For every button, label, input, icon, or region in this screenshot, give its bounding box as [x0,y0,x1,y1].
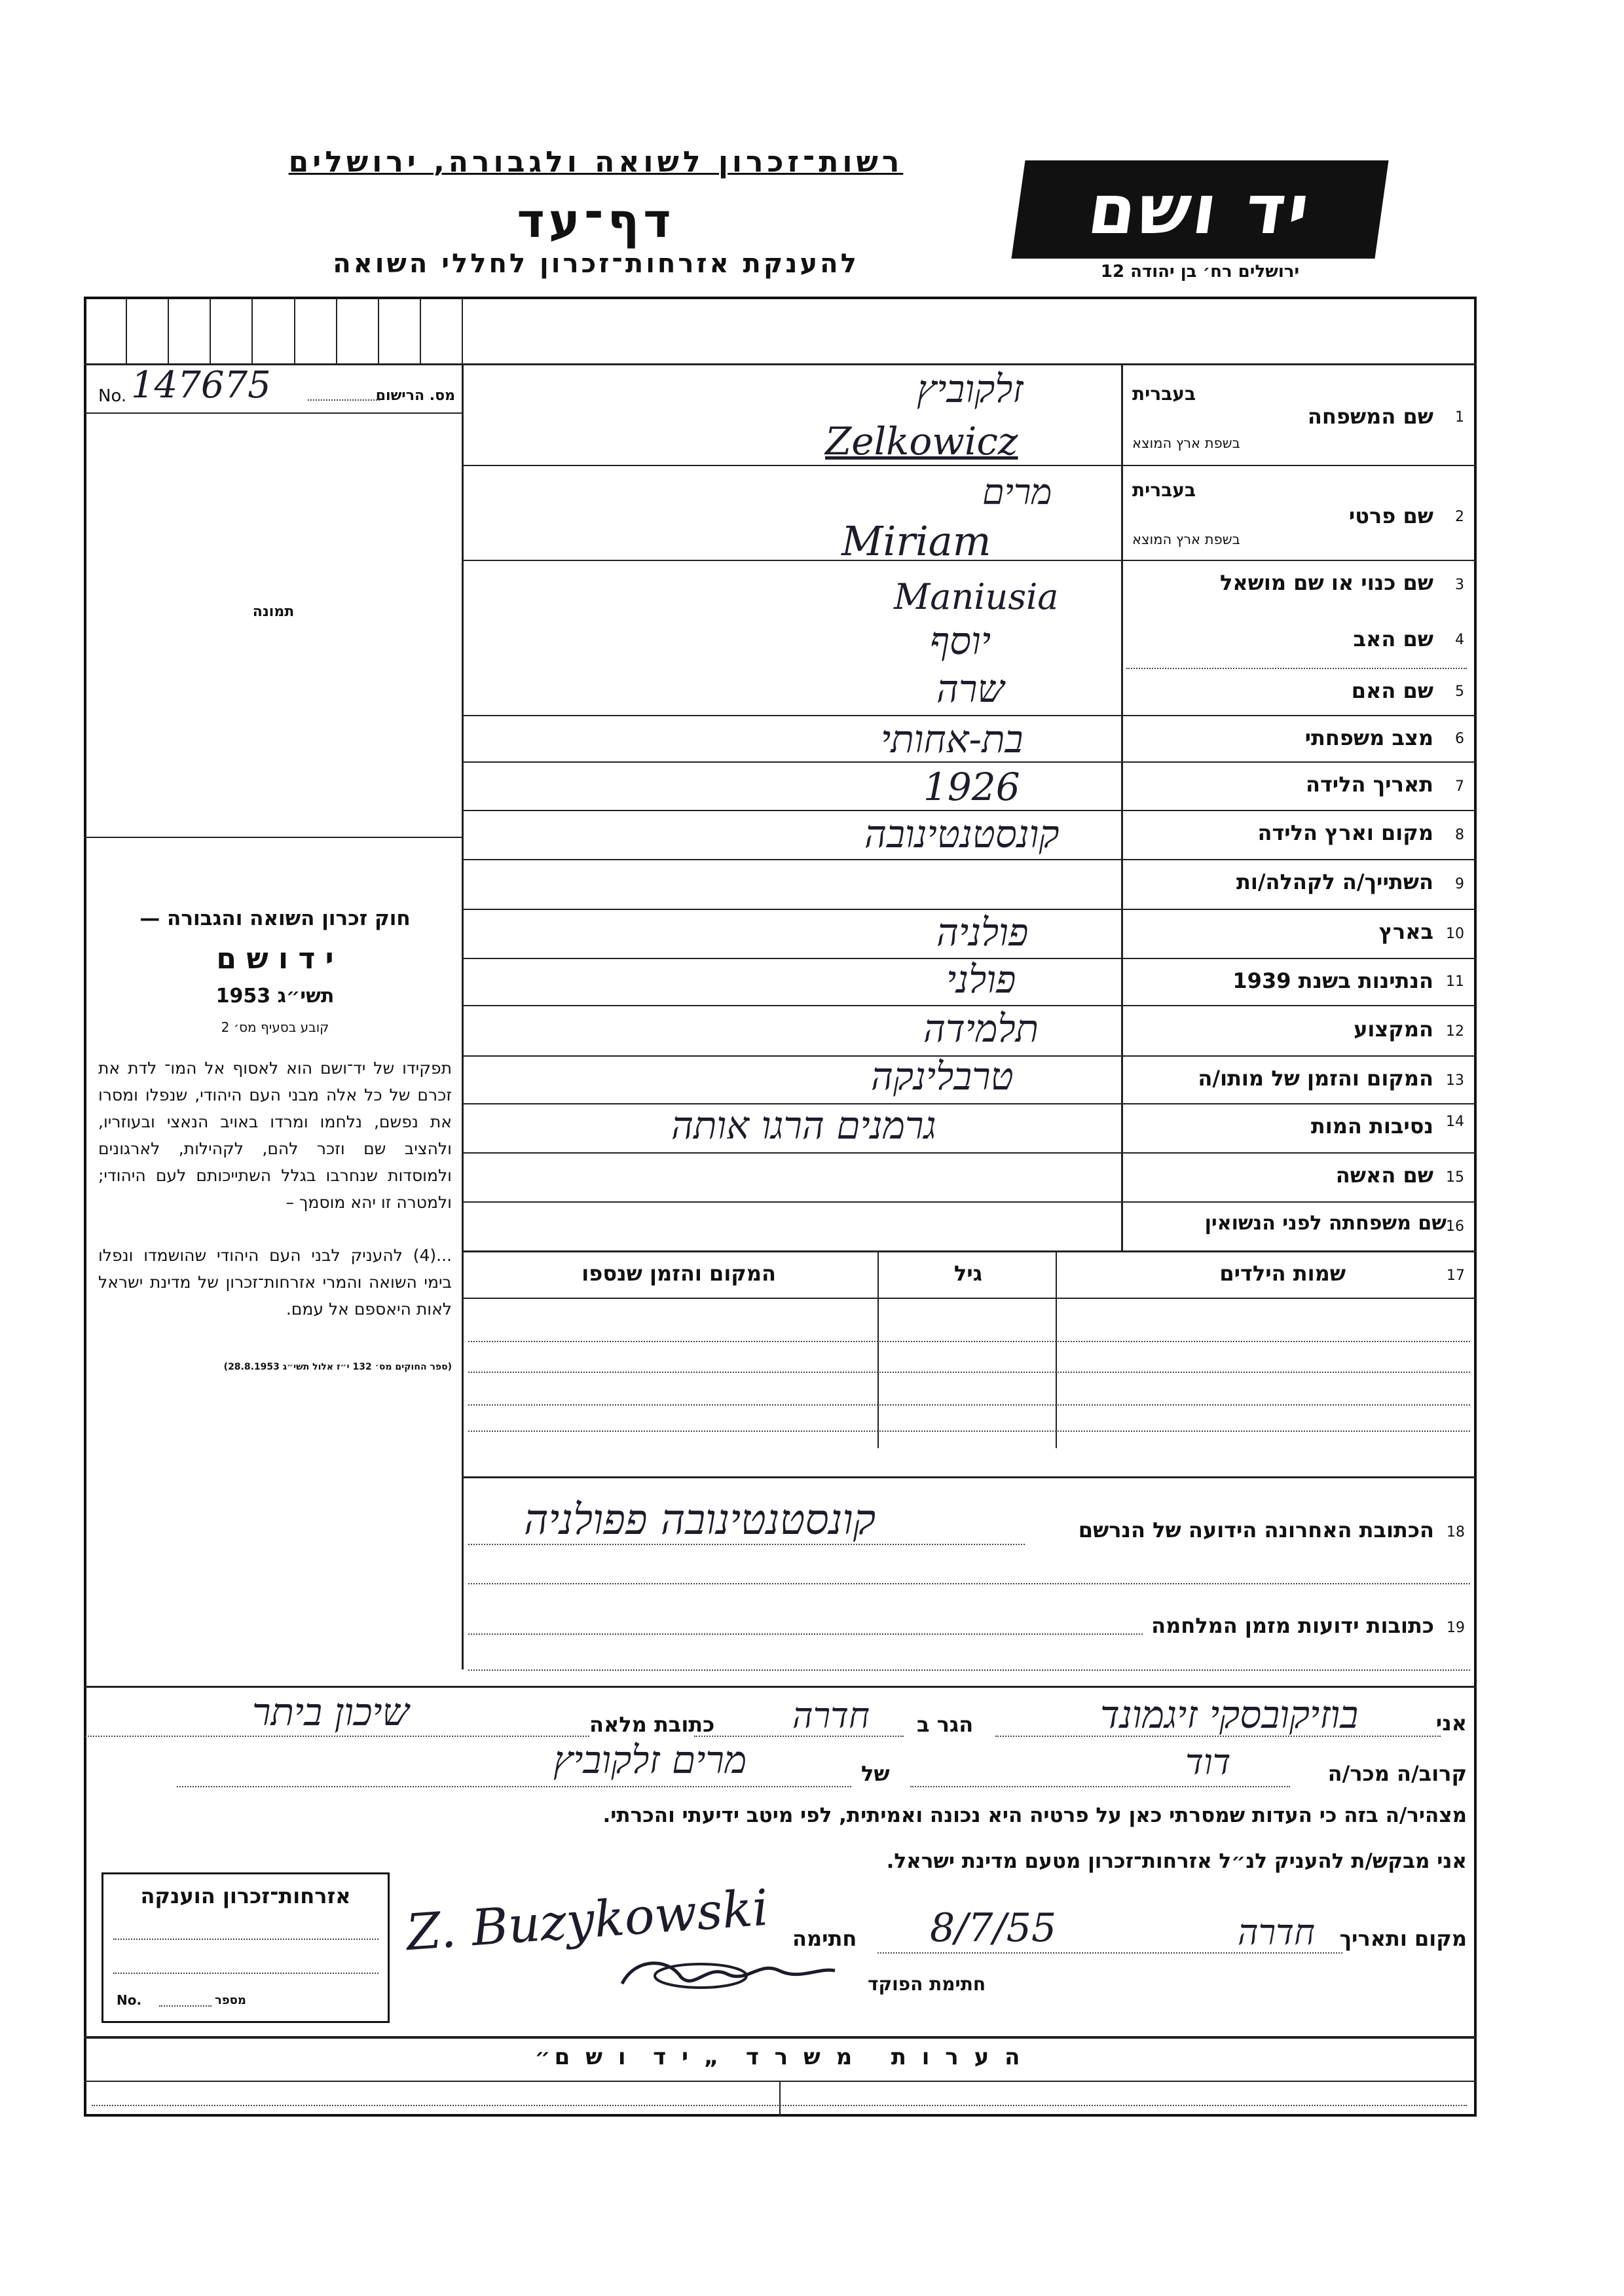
form-subtitle: להענקת אזרחות־זכרון לחללי השואה [333,249,859,279]
field-8-birth-place [1122,811,1476,859]
field-label: מקום וארץ הלידה [1257,820,1433,845]
field-number: 1 [1455,409,1464,426]
field-16-maiden-name [1122,1203,1476,1250]
children-col-age: גיל [953,1261,982,1286]
field-1-value-hebrew: זלקוביץ [917,367,1024,411]
field-5-value: שרה [936,666,1005,711]
field-label: המקום והזמן של מותו/ה [1198,1066,1433,1091]
citizenship-number-label: מספר [215,1994,246,2007]
field-number: 9 [1455,876,1464,892]
field-label: מצב משפחתי [1304,725,1433,750]
top-boxes [85,298,462,363]
clerk-label: חתימת הפוקד [868,1973,986,1995]
field-number: 7 [1455,778,1464,795]
place-date-label: מקום ותאריך [1339,1926,1467,1951]
field-number: 11 [1446,974,1464,990]
declarant-full-address: שיכון ביתר [252,1690,409,1734]
office-remarks-title: ה ע ר ו ת מ ש ר ד „ י ד ו ש ם״ [534,2044,1024,2070]
field-12-profession [1122,1006,1476,1055]
field-13-value: טרבלינקה [871,1054,1014,1099]
registration-prefix: No. [98,386,127,406]
law-title: חוק זכרון השואה והגבורה — [139,907,411,930]
field-number: 6 [1455,731,1464,747]
field-number: 19 [1447,1620,1465,1636]
citizenship-box-title: אזרחות־זכרון הוענקה [140,1884,351,1908]
registration-label: מס. הרישום [375,388,455,404]
field-3-nickname [1122,561,1476,610]
declaration-line-1 [85,1692,1467,1745]
photo-label: תמונה [252,604,295,620]
field-number: 18 [1447,1524,1465,1540]
field-number: 12 [1446,1023,1464,1040]
full-address-label: כתובת מלאה [589,1712,715,1737]
clerk-signature-mark [609,1951,845,1997]
field-2-first-name [1122,466,1476,560]
field-label: שם האם [1351,678,1433,703]
field-label: שם המשפחה [1307,404,1433,429]
field-label: הנתינות בשנת 1939 [1232,968,1433,993]
declarant-signature: Z. Buzykowski [404,1878,771,1962]
field-9-community [1122,860,1476,909]
field-7-birth-date [1122,763,1476,810]
declaration-line-2 [85,1738,1467,1794]
field-label: השתייך/ה לקהלה/ות [1236,869,1433,894]
place-value: חדרה [1238,1912,1315,1953]
declarant-name: בוזיקובסקי זיגמונד [1100,1692,1359,1737]
logo-address: ירושלים רח׳ בן יהודה 12 [1100,262,1300,282]
registration-row [98,364,455,407]
field-sub-hebrew: בעברית [1132,479,1196,501]
field-number: 10 [1446,926,1464,942]
yad-vashem-logo [1011,160,1388,259]
of-label: של [861,1761,890,1786]
field-label: שם פרטי [1348,503,1433,528]
declarant-city: חדרה [792,1695,870,1736]
law-org: י ד ו ש ם [216,942,334,975]
field-11-citizenship-1939 [1122,959,1476,1005]
clerk-signature-line [557,1964,1015,2003]
relation-value: דוד [1185,1741,1231,1783]
field-label: שם משפחתה לפני הנשואין [1204,1212,1447,1235]
field-3-value: Maniusia [894,576,1059,617]
field-19-war-addresses [1048,1597,1477,1643]
citizenship-granted-box [101,1872,390,2023]
field-2-value-hebrew: מרים [982,471,1052,513]
field-10-country [1122,910,1476,958]
law-year: תשי״ג 1953 [215,985,335,1008]
field-18-last-address [1022,1506,1477,1552]
field-number: 3 [1455,577,1464,593]
field-number: 4 [1455,632,1464,648]
children-col-place: המקום והזמן שנספו [581,1261,776,1286]
date-value: 8/7/55 [930,1905,1057,1951]
field-13-death-place [1122,1057,1476,1103]
field-1-value-latin: Zelkowicz [825,419,1018,464]
field-number: 8 [1455,827,1464,843]
field-label: שם כנוי או שם מושאל [1219,570,1433,595]
field-label: המקצוע [1354,1017,1433,1042]
declaration-ani: אני [1435,1711,1467,1736]
law-excerpt [98,907,452,1372]
signature-label: חתימה [792,1926,857,1951]
authority-line: רשות־זכרון לשואה ולגבורה, ירושלים [288,145,904,179]
field-label: כתובות ידועות מזמן המלחמה [1151,1613,1434,1638]
field-number: 17 [1447,1267,1465,1284]
citizenship-number-prefix: No. [117,1992,142,2008]
field-sub-hebrew: בעברית [1132,383,1196,405]
field-6-family-status [1122,716,1476,761]
field-4-father [1122,612,1476,668]
children-col-names: שמות הילדים [1219,1261,1346,1286]
law-clause: קובע בסעיף מס׳ 2 [221,1019,329,1035]
field-6-value: בת-אחותי [881,717,1024,761]
field-label: תאריך הלידה [1305,772,1433,797]
field-4-value: יוסף [930,619,991,663]
photo-area [85,414,462,836]
field-5-mother [1122,669,1476,715]
law-reference: (ספר החוקים מס׳ 132 י״ז אלול תשי״ג 28.8.1953) [223,1362,452,1372]
law-text-2: ...(4) להעניק לבני העם היהודי שהושמדו ונפלו בימי השואה והמרי אזרחות־זכרון של מדינת ישראל לאות היאספם אל עמם. [98,1246,452,1319]
field-label: נסיבות המות [1310,1114,1433,1139]
field-14-death-circumstances [1122,1104,1476,1152]
form-title: דף־עד [517,193,675,248]
field-label: הכתובת האחרונה הידועה של הנרשם [1078,1518,1434,1542]
resides-at-label: הגר ב [917,1712,974,1737]
field-1-surname [1122,365,1476,465]
field-7-value: 1926 [923,765,1020,809]
field-12-value: תלמידה [923,1006,1039,1051]
field-number: 16 [1446,1218,1464,1235]
field-2-value-latin: Miriam [841,517,991,565]
declaration-request: אני מבקש/ת להעניק לנ״ל אזרחות־זכרון מטעם מדינת ישראל. [886,1850,1467,1873]
declaration-statement: מצהיר/ה בזה כי העדות שמסרתי כאן על פרטיה היא נכונה ואמיתית, לפי מיטב ידיעתי והכרתי. [602,1804,1467,1827]
logo-text: יד ושם [1083,170,1317,249]
field-number: 2 [1455,509,1464,525]
field-sub-origin: בשפת ארץ המוצא [1132,435,1240,451]
field-label: שם האשה [1335,1163,1433,1188]
field-number: 14 [1446,1114,1464,1130]
law-text: תפקידו של יד־ושם הוא לאסוף אל המו־ לדת את זכרם של כל אלה מבני העם היהודי, שנפלו ומסרו את נפשם, נלחמו ומרדו באויב הנאצי ובעוזריו, ולהציב שם וזכר להם, לקהילות, לארגונים ולמוסדות שנחרבו בגלל השתייכותם לעם היהודי; ולמטרה זו יהא מוסמך – [98,1059,452,1212]
of-name-value: מרים זלקוביץ [553,1738,747,1782]
field-15-wife-name [1122,1154,1476,1201]
field-10-value: פולניה [936,910,1029,955]
field-18-value: קונסטנטינובה פפולניה [524,1496,876,1544]
field-number: 5 [1455,683,1464,700]
field-8-value: קונסטנטינובה [864,812,1060,856]
field-label: בארץ [1378,919,1433,944]
field-11-value: פולני [946,957,1016,1002]
field-14-value: גרמנים הרגו אותה [671,1103,936,1148]
field-number: 15 [1446,1169,1464,1186]
registration-number: 147675 [131,364,271,407]
field-sub-origin: בשפת ארץ המוצא [1132,532,1240,547]
relative-label: קרוב/ה מכר/ה [1327,1761,1467,1786]
field-label: שם האב [1353,627,1433,651]
field-number: 13 [1446,1072,1464,1089]
children-table-header [463,1252,1477,1298]
